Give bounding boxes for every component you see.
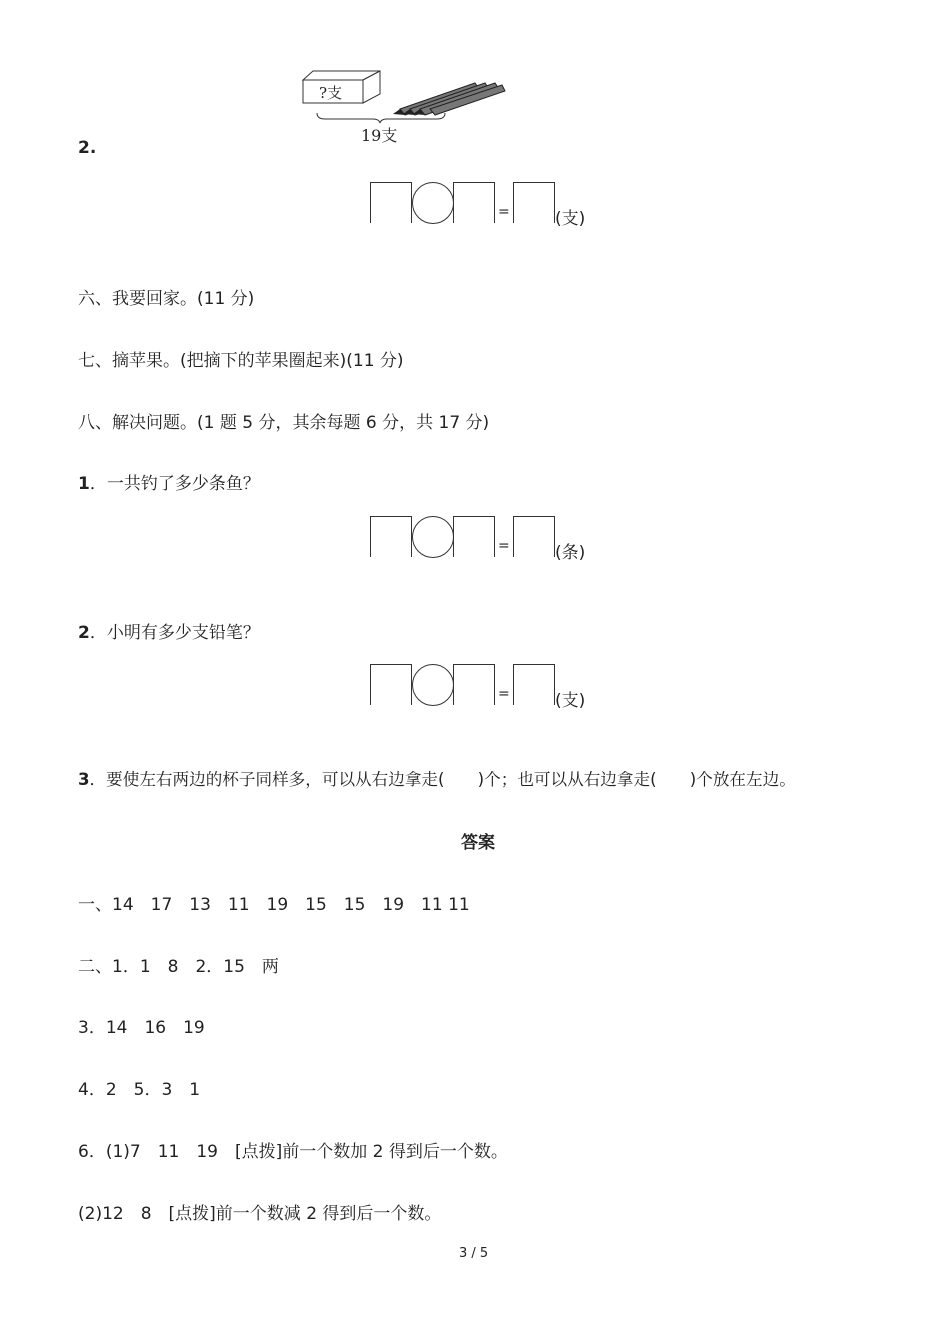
answer-line-6: (2)12 8 [点拨]前一个数减 2 得到后一个数。 xyxy=(78,1204,442,1224)
answer-line-4: 4．2 5．3 1 xyxy=(78,1080,201,1100)
pencil-box-illustration xyxy=(295,65,510,150)
section-seven-heading: 七、摘苹果。(把摘下的苹果圈起来)(11 分) xyxy=(78,351,404,371)
answer-box[interactable] xyxy=(453,664,495,705)
answer-line-2: 二、1．1 8 2．15 两 xyxy=(78,957,279,977)
problem-3 xyxy=(78,766,796,790)
equals-sign: = xyxy=(498,686,510,702)
problem-1 xyxy=(78,469,260,494)
illus-total-label: 19支 xyxy=(361,126,398,145)
illus-box-label: ?支 xyxy=(319,84,343,102)
equals-sign: = xyxy=(498,204,510,220)
problem-2 xyxy=(78,618,260,643)
operator-circle[interactable] xyxy=(412,182,454,224)
operator-circle[interactable] xyxy=(412,516,454,558)
result-box[interactable] xyxy=(513,664,555,705)
unit-label: (支) xyxy=(555,209,586,229)
result-box[interactable] xyxy=(513,182,555,223)
equals-sign: = xyxy=(498,538,510,554)
problem-2-number: 2 xyxy=(78,623,90,643)
answer-box[interactable] xyxy=(370,664,412,705)
answer-box[interactable] xyxy=(370,182,412,223)
result-box[interactable] xyxy=(513,516,555,557)
page-number: 3 / 5 xyxy=(459,1246,489,1261)
answer-line-1: 一、14 17 13 11 19 15 15 19 11 11 xyxy=(78,895,470,915)
problem-2-text: ．小明有多少支铅笔？ xyxy=(89,623,260,643)
answer-box[interactable] xyxy=(453,516,495,557)
section-eight-heading: 八、解决问题。(1 题 5 分，其余每题 6 分，共 17 分) xyxy=(78,413,490,433)
answer-box[interactable] xyxy=(370,516,412,557)
unit-label: (支) xyxy=(555,691,586,711)
answer-line-3: 3．14 16 19 xyxy=(78,1018,205,1038)
section-six-heading: 六、我要回家。(11 分) xyxy=(78,289,255,309)
pencil-box-icon xyxy=(295,65,510,150)
problem-3-number: 3 xyxy=(78,770,90,789)
problem-1-number: 1 xyxy=(78,474,90,494)
question-2-label: 2. xyxy=(78,138,97,158)
problem-3-text: ．要使左右两边的杯子同样多，可以从右边拿走( )个；也可以从右边拿走( )个放在左边。 xyxy=(89,770,796,789)
answers-title: 答案 xyxy=(461,833,495,853)
unit-label: (条) xyxy=(555,543,586,563)
answer-box[interactable] xyxy=(453,182,495,223)
answer-line-5: 6．(1)7 11 19 [点拨]前一个数加 2 得到后一个数。 xyxy=(78,1142,508,1162)
operator-circle[interactable] xyxy=(412,664,454,706)
problem-1-text: ．一共钓了多少条鱼？ xyxy=(89,474,260,494)
